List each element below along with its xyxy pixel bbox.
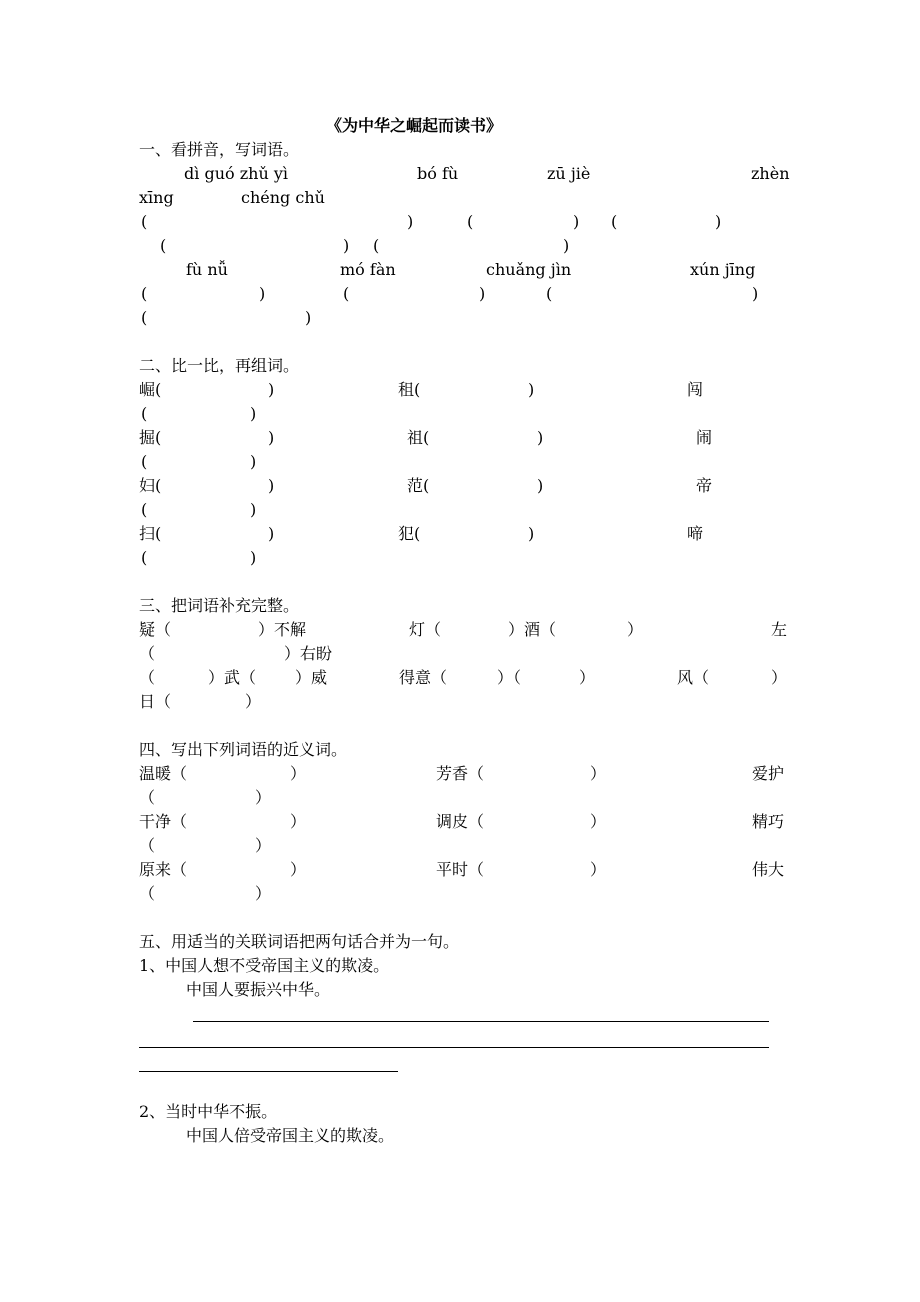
page-title: 《为中华之崛起而读书》 — [326, 116, 503, 135]
phrase-part: 灯（ — [409, 620, 442, 639]
phrase-part: ）右盼 — [284, 644, 333, 663]
phrase-part: ）武（ — [208, 668, 257, 687]
char-item: 啼 — [687, 524, 704, 543]
answer-blank-close: ) — [250, 452, 257, 471]
section-2-heading: 二、比一比，再组词。 — [139, 356, 300, 375]
char-item: 租( — [398, 380, 421, 399]
answer-blank-close: ) — [250, 500, 257, 519]
question-sentence: 1、中国人想不受帝国主义的欺凌。 — [139, 956, 390, 975]
answer-blank-open: ( — [611, 212, 618, 231]
answer-blank-open: ( — [467, 212, 474, 231]
phrase-part: ） — [771, 668, 788, 687]
question-sentence: 2、当时中华不振。 — [139, 1102, 278, 1121]
char-item: 扫( — [139, 524, 162, 543]
answer-line — [139, 1047, 769, 1048]
answer-blank-close: ) — [407, 212, 414, 231]
phrase-part: ） — [579, 668, 596, 687]
answer-blank-open: （ — [139, 788, 156, 807]
answer-blank-close: ) — [573, 212, 580, 231]
pinyin-item: mó fàn — [340, 260, 396, 279]
answer-blank-close: ) — [268, 524, 275, 543]
phrase-part: ）威 — [295, 668, 328, 687]
phrase-part: 日（ — [139, 692, 172, 711]
phrase-part: ） — [627, 620, 644, 639]
answer-blank-close: ) — [268, 428, 275, 447]
answer-blank-open: ( — [160, 236, 167, 255]
phrase-part: 风（ — [677, 668, 710, 687]
answer-blank-close: ） — [290, 860, 307, 879]
answer-blank-close: ) — [250, 404, 257, 423]
answer-blank-close: ） — [255, 836, 272, 855]
answer-blank-open: ( — [141, 308, 148, 327]
word-item: 调皮（ — [436, 812, 485, 831]
pinyin-item: chéng chǔ — [241, 188, 325, 207]
answer-line — [193, 1021, 769, 1022]
answer-blank-close: ) — [563, 236, 570, 255]
answer-blank-close: ) — [268, 476, 275, 495]
answer-blank-close: ） — [255, 884, 272, 903]
answer-blank-close: ) — [715, 212, 722, 231]
phrase-part: 疑（ — [139, 620, 172, 639]
answer-blank-open: ( — [141, 404, 148, 423]
pinyin-item: fù nǚ — [186, 260, 228, 279]
char-item: 崛( — [139, 380, 162, 399]
answer-blank-close: ) — [479, 284, 486, 303]
phrase-part: ）（ — [497, 668, 522, 687]
answer-blank-close: ） — [590, 812, 607, 831]
answer-blank-close: ） — [290, 764, 307, 783]
answer-blank-open: （ — [139, 836, 156, 855]
answer-blank-close: ） — [290, 812, 307, 831]
answer-blank-open: ( — [373, 236, 380, 255]
answer-blank-open: ( — [546, 284, 553, 303]
answer-line — [139, 1071, 398, 1072]
answer-blank-close: ) — [528, 524, 535, 543]
answer-blank-open: ( — [141, 212, 148, 231]
phrase-part: ） — [245, 692, 262, 711]
answer-blank-close: ） — [255, 788, 272, 807]
word-item: 原来（ — [139, 860, 188, 879]
pinyin-item: dì guó zhǔ yì — [184, 164, 288, 183]
char-item: 掘( — [139, 428, 162, 447]
phrase-part: （ — [139, 668, 156, 687]
answer-blank-close: ) — [259, 284, 266, 303]
answer-blank-close: ) — [752, 284, 759, 303]
char-item: 犯( — [398, 524, 421, 543]
char-item: 范( — [407, 476, 430, 495]
answer-blank-open: ( — [343, 284, 350, 303]
word-item: 爱护 — [752, 764, 785, 783]
pinyin-item: zhèn — [751, 164, 790, 183]
answer-blank-open: ( — [141, 500, 148, 519]
question-sentence: 中国人要振兴中华。 — [186, 980, 331, 999]
section-3-heading: 三、把词语补充完整。 — [139, 596, 300, 615]
word-item: 平时（ — [436, 860, 485, 879]
word-item: 芳香（ — [436, 764, 485, 783]
answer-blank-open: ( — [141, 548, 148, 567]
answer-blank-open: ( — [141, 452, 148, 471]
phrase-part: 左 — [771, 620, 788, 639]
answer-blank-close: ) — [537, 428, 544, 447]
char-item: 帝 — [696, 476, 713, 495]
pinyin-item: xīng — [139, 188, 174, 207]
section-1-heading: 一、看拼音，写词语。 — [139, 140, 300, 159]
answer-blank-close: ) — [305, 308, 312, 327]
section-5-heading: 五、用适当的关联词语把两句话合并为一句。 — [139, 932, 460, 951]
answer-blank-close: ) — [537, 476, 544, 495]
answer-blank-close: ) — [268, 380, 275, 399]
char-item: 闹 — [696, 428, 713, 447]
pinyin-item: zū jiè — [547, 164, 591, 183]
answer-blank-open: ( — [141, 284, 148, 303]
word-item: 干净（ — [139, 812, 188, 831]
answer-blank-close: ) — [250, 548, 257, 567]
answer-blank-close: ) — [343, 236, 350, 255]
char-item: 闯 — [687, 380, 704, 399]
question-sentence: 中国人倍受帝国主义的欺凌。 — [186, 1126, 395, 1145]
word-item: 精巧 — [752, 812, 785, 831]
word-item: 伟大 — [752, 860, 785, 879]
phrase-part: 得意（ — [399, 668, 448, 687]
answer-blank-close: ) — [528, 380, 535, 399]
char-item: 祖( — [407, 428, 430, 447]
section-4-heading: 四、写出下列词语的近义词。 — [139, 740, 348, 759]
word-item: 温暖（ — [139, 764, 188, 783]
pinyin-item: chuǎng jìn — [486, 260, 572, 279]
answer-blank-close: ） — [590, 860, 607, 879]
phrase-part: （ — [139, 644, 156, 663]
pinyin-item: xún jīng — [690, 260, 756, 279]
phrase-part: ）酒（ — [508, 620, 557, 639]
answer-blank-open: （ — [139, 884, 156, 903]
char-item: 妇( — [139, 476, 162, 495]
pinyin-item: bó fù — [417, 164, 459, 183]
phrase-part: ）不解 — [258, 620, 307, 639]
answer-blank-close: ） — [590, 764, 607, 783]
